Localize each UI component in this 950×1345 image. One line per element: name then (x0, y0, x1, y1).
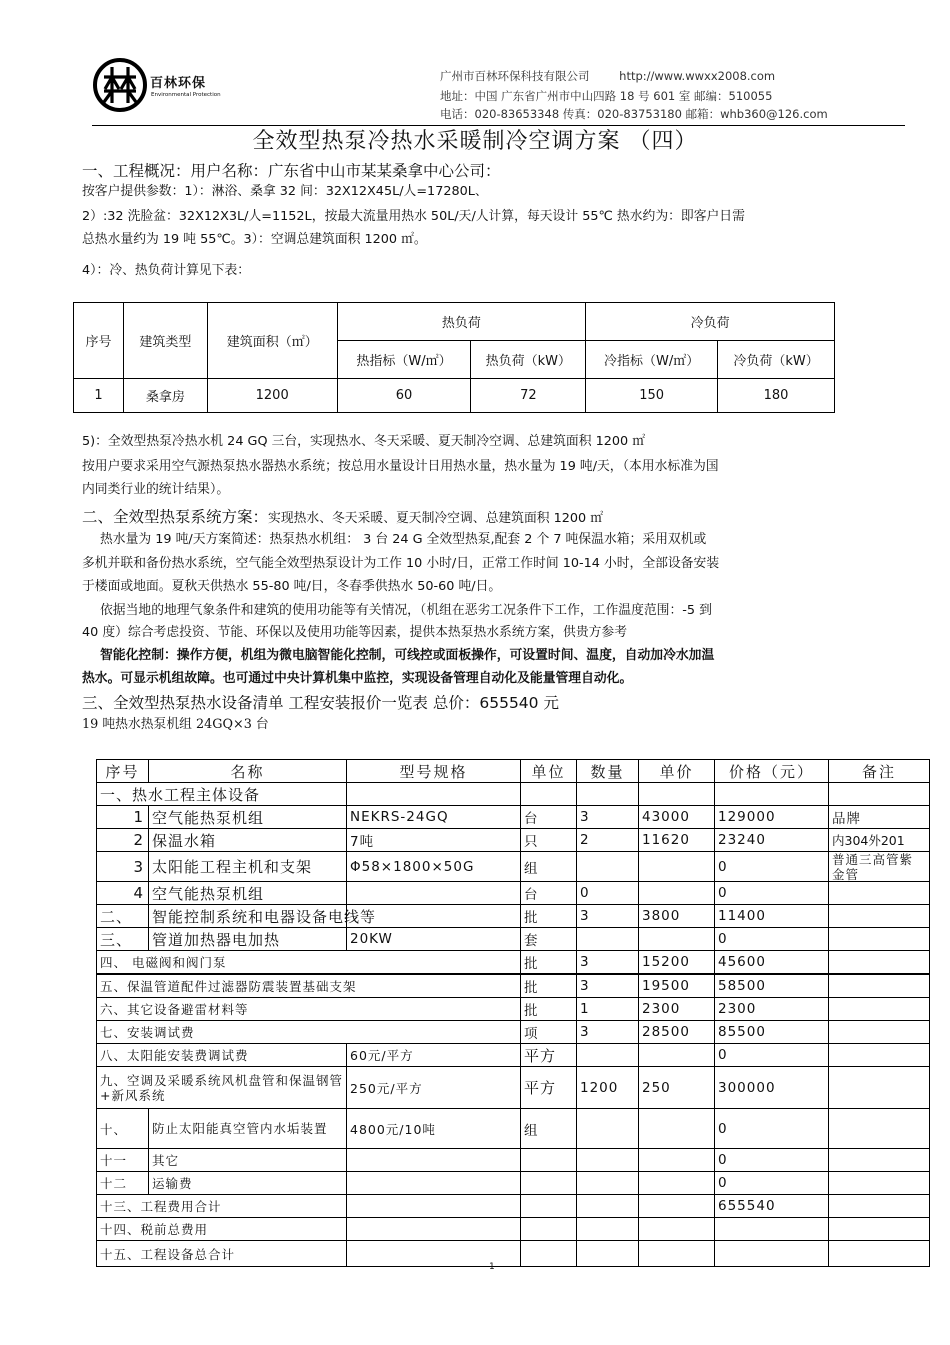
cell-price: 43000 (639, 806, 715, 829)
group-label: 一、热水工程主体设备 (97, 783, 347, 806)
cell-total: 129000 (715, 806, 829, 829)
cell-label: 十三、工程费用合计 (97, 1195, 347, 1218)
load-table (73, 302, 835, 413)
cell-label: 五、保温管道配件过滤器防震装置基础支架 (97, 974, 521, 998)
cell-qty: 1200 (577, 1067, 639, 1109)
cell-name: 智能控制系统和电器设备电线等 (149, 905, 347, 928)
cell-qty: 3 (577, 951, 639, 975)
section1-heading: 一、工程概况：用户名称：广东省中山市某某桑拿中心公司： (82, 162, 501, 180)
cell-total: 45600 (715, 951, 829, 975)
cell-spec: 20KW (347, 928, 521, 951)
cell-price: 3800 (639, 905, 715, 928)
smart-control-line: 热水。可显示机组故障。也可通过中央计算机集中监控，实现设备管理自动化及能量管理自动化。 (82, 671, 633, 686)
company-name: 广州市百林环保科技有限公司 (440, 69, 590, 83)
cell-qty: 0 (577, 882, 639, 905)
cell-no: 十、 (97, 1109, 149, 1149)
cell-unit: 批 (521, 974, 577, 998)
cell-unit: 批 (521, 998, 577, 1021)
company-contact: 电话：020-83653348 传真：020-83753180 邮箱：whb360@126.com (440, 107, 828, 121)
section2-line: 依据当地的地理气象条件和建筑的使用功能等有关情况，（机组在恶劣工况条件下工作，工作温度范围：-5 到 (100, 603, 712, 618)
cell-price (639, 1044, 715, 1067)
quote-table (96, 759, 930, 1267)
cell-spec: 60元/平方 (347, 1044, 521, 1067)
document-title: 全效型热泵冷热水采暖制冷空调方案 （四） (252, 129, 698, 154)
cell-no: 十一 (97, 1149, 149, 1172)
cell-price: 2300 (639, 998, 715, 1021)
table-row (97, 928, 930, 951)
cell-heat-index: 60 (337, 379, 471, 413)
cell-total: 23240 (715, 829, 829, 852)
table-header-row (97, 760, 930, 783)
cell-no: 2 (97, 829, 149, 852)
col-cool-load: 冷负荷（kW） (718, 341, 835, 379)
cell-unit: 批 (521, 905, 577, 928)
cell-no: 3 (97, 852, 149, 882)
cell-heat-load: 72 (471, 379, 586, 413)
cell-no: 二、 (97, 905, 149, 928)
cell-total: 0 (715, 1172, 829, 1195)
cell-unit: 项 (521, 1021, 577, 1044)
cell-unit: 平方 (521, 1067, 577, 1109)
header-spec: 型号规格 (347, 760, 521, 783)
paragraph-line: 5)：全效型热泵冷热水机 24 GQ 三台，实现热水、冬天采暖、夏天制冷空调、总建筑面积 1200 ㎡ (82, 434, 646, 449)
col-cool-index: 冷指标（W/㎡） (586, 341, 718, 379)
cell-name: 防止太阳能真空管内水垢装置 (149, 1109, 347, 1149)
cell-label: 六、其它设备避雷材料等 (97, 998, 521, 1021)
cell-no: 1 (97, 806, 149, 829)
cell-label: 十五、工程设备总合计 (97, 1241, 347, 1267)
col-area: 建筑面积（㎡） (207, 303, 337, 379)
section3-subtitle: 19 吨热水热泵机组 24GQ×3 台 (82, 717, 269, 732)
cell-qty (577, 1044, 639, 1067)
cell-qty: 3 (577, 1021, 639, 1044)
section2-heading (82, 505, 603, 527)
cell-total: 0 (715, 1109, 829, 1149)
cell-price (639, 882, 715, 905)
table-row (97, 852, 930, 882)
section2-line: 多机并联和备份热水系统，空气能全效型热泵设计为工作 10 小时/日，正常工作时间 10-14 小时，全部设备安装 (82, 556, 720, 571)
section2-line: 40 度）综合考虑投资、节能、环保以及使用功能等因素，提供本热泵热水系统方案，供贵方参考 (82, 625, 628, 640)
col-cool: 冷负荷 (586, 303, 835, 341)
cell-unit: 组 (521, 1109, 577, 1149)
cell-qty: 2 (577, 829, 639, 852)
col-no: 序号 (74, 303, 124, 379)
cell-total: 0 (715, 1149, 829, 1172)
cell-unit: 套 (521, 928, 577, 951)
cell-price (639, 1109, 715, 1149)
table-row (97, 1109, 930, 1149)
cell-name: 空气能热泵机组 (149, 806, 347, 829)
paragraph-line: 内同类行业的统计结果）。 (82, 482, 230, 497)
cell-name: 其它 (149, 1149, 347, 1172)
cell-total: 58500 (715, 974, 829, 998)
table-row (97, 829, 930, 852)
cell-price: 15200 (639, 951, 715, 975)
cell-unit: 只 (521, 829, 577, 852)
company-url[interactable]: http://www.wwxx2008.com (619, 69, 776, 83)
section2-line: 热水量为 19 吨/天方案简述：热泵热水机组： 3 台 24 G 全效型热泵,配套 2 个 7 吨保温水箱；采用双机或 (100, 532, 707, 547)
cell-qty (577, 928, 639, 951)
company-logo (92, 57, 148, 113)
table-row (97, 1218, 930, 1241)
logo-subtitle: Environmental Protection (151, 92, 221, 98)
cell-total: 655540 (715, 1195, 829, 1218)
cell-name: 太阳能工程主机和支架 (149, 852, 347, 882)
section1-line: 2）:32 洗脸盆：32X12X3L/人=1152L，按最大流量用热水 50L/天/人计算，每天设计 55℃ 热水约为：即客户日需 (82, 209, 745, 224)
cell-price (639, 928, 715, 951)
table-row (97, 905, 930, 928)
cell-spec (347, 882, 521, 905)
cell-note: 内304外201 (829, 829, 930, 852)
cell-price: 250 (639, 1067, 715, 1109)
cell-name: 管道加热器电加热 (149, 928, 347, 951)
cell-spec: NEKRS-24GQ (347, 806, 521, 829)
cell-cool-load: 180 (718, 379, 835, 413)
section1-line: 总热水量约为 19 吨 55℃。3）：空调总建筑面积 1200 ㎡。 (82, 232, 427, 247)
cell-total: 0 (715, 852, 829, 882)
table-row (97, 882, 930, 905)
cell-spec: 7吨 (347, 829, 521, 852)
table-row (97, 806, 930, 829)
cell-total: 11400 (715, 905, 829, 928)
cell-label: 四、 电磁阀和阀门泵 (97, 951, 521, 975)
cell-total: 0 (715, 928, 829, 951)
smart-control-line: 智能化控制：操作方便，机组为微电脑智能化控制，可线控或面板操作，可设置时间、温度，自动加冷水加温 (100, 648, 715, 663)
table-row (97, 1044, 930, 1067)
cell-qty: 3 (577, 806, 639, 829)
cell-spec: 4800元/10吨 (347, 1109, 521, 1149)
cell-price: 28500 (639, 1021, 715, 1044)
table-row (97, 1149, 930, 1172)
cell-qty: 3 (577, 905, 639, 928)
cell-type: 桑拿房 (123, 379, 207, 413)
note-text: 普通三高管紫金管 (832, 852, 914, 882)
logo-title: 百林环保 (150, 76, 207, 91)
table-row (74, 379, 835, 413)
section2-summary: 实现热水、冬天采暖、夏天制冷空调、总建筑面积 1200 ㎡ (268, 511, 604, 526)
table-row (97, 783, 930, 806)
cell-note: 品牌 (829, 806, 930, 829)
cell-unit: 批 (521, 951, 577, 975)
cell-qty: 1 (577, 998, 639, 1021)
table-row (97, 1241, 930, 1267)
cell-label: 七、安装调试费 (97, 1021, 521, 1044)
company-line (440, 68, 775, 84)
company-address: 地址：中国 广东省广州市中山四路 18 号 601 室 邮编：510055 (440, 89, 773, 103)
cell-price (639, 852, 715, 882)
cell-no: 4 (97, 882, 149, 905)
cell-name: 空气能热泵机组 (149, 882, 347, 905)
header-no: 序号 (97, 760, 149, 783)
header-price: 单价 (639, 760, 715, 783)
cell-cool-index: 150 (586, 379, 718, 413)
cell-unit: 平方 (521, 1044, 577, 1067)
cell-price: 11620 (639, 829, 715, 852)
cell-qty (577, 1109, 639, 1149)
cell-area: 1200 (207, 379, 337, 413)
cell-total: 0 (715, 1044, 829, 1067)
cell-spec: 250元/平方 (347, 1067, 521, 1109)
cell-total: 300000 (715, 1067, 829, 1109)
cell-label: 九、空调及采暖系统风机盘管和保温钢管+新风系统 (97, 1067, 347, 1109)
cell-total: 85500 (715, 1021, 829, 1044)
section2-title: 二、全效型热泵系统方案： (82, 508, 269, 526)
cell-total (715, 1241, 829, 1267)
header-total: 价格（元） (715, 760, 829, 783)
col-heat-index: 热指标（W/㎡） (337, 341, 471, 379)
table-row (97, 1195, 930, 1218)
cell-name: 保温水箱 (149, 829, 347, 852)
cell-qty (577, 852, 639, 882)
cell-unit: 台 (521, 806, 577, 829)
cell-spec: Φ58×1800×50G (347, 852, 521, 882)
cell-no: 1 (74, 379, 124, 413)
table-row (97, 1021, 930, 1044)
cell-price: 19500 (639, 974, 715, 998)
cell-unit: 台 (521, 882, 577, 905)
cell-note (829, 852, 930, 882)
cell-name: 运输费 (149, 1172, 347, 1195)
col-type: 建筑类型 (123, 303, 207, 379)
table-row (97, 974, 930, 998)
cell-no: 三、 (97, 928, 149, 951)
cell-label: 八、太阳能安装费调试费 (97, 1044, 347, 1067)
table-row (97, 1172, 930, 1195)
cell-no: 十二 (97, 1172, 149, 1195)
cell-label: 十四、税前总费用 (97, 1218, 347, 1241)
cell-total (715, 1218, 829, 1241)
section2-line: 于楼面或地面。夏秋天供热水 55-80 吨/日，冬春季供热水 50-60 吨/日。 (82, 579, 502, 594)
section1-line: 按客户提供参数：1）：淋浴、桑拿 32 间：32X12X45L/人=17280L、 (82, 184, 488, 199)
cell-note (829, 882, 930, 905)
section3-heading: 三、全效型热泵热水设备清单 工程安装报价一览表 总价：655540 元 (82, 694, 559, 712)
table-row (97, 951, 930, 975)
table-row (97, 998, 930, 1021)
header-note: 备注 (829, 760, 930, 783)
page-number: 1 (489, 1262, 495, 1272)
table-row (97, 1067, 930, 1109)
col-heat: 热负荷 (337, 303, 586, 341)
paragraph-line: 按用户要求采用空气源热泵热水器热水系统；按总用水量设计日用热水量，热水量为 19 吨/天，（本用水标准为国 (82, 459, 719, 474)
header-unit: 单位 (521, 760, 577, 783)
cell-total: 0 (715, 882, 829, 905)
cell-total: 2300 (715, 998, 829, 1021)
section1-line: 4）：冷、热负荷计算见下表： (82, 263, 251, 278)
header-qty: 数量 (577, 760, 639, 783)
cell-unit: 组 (521, 852, 577, 882)
header-name: 名称 (149, 760, 347, 783)
col-heat-load: 热负荷（kW） (471, 341, 586, 379)
cell-qty: 3 (577, 974, 639, 998)
